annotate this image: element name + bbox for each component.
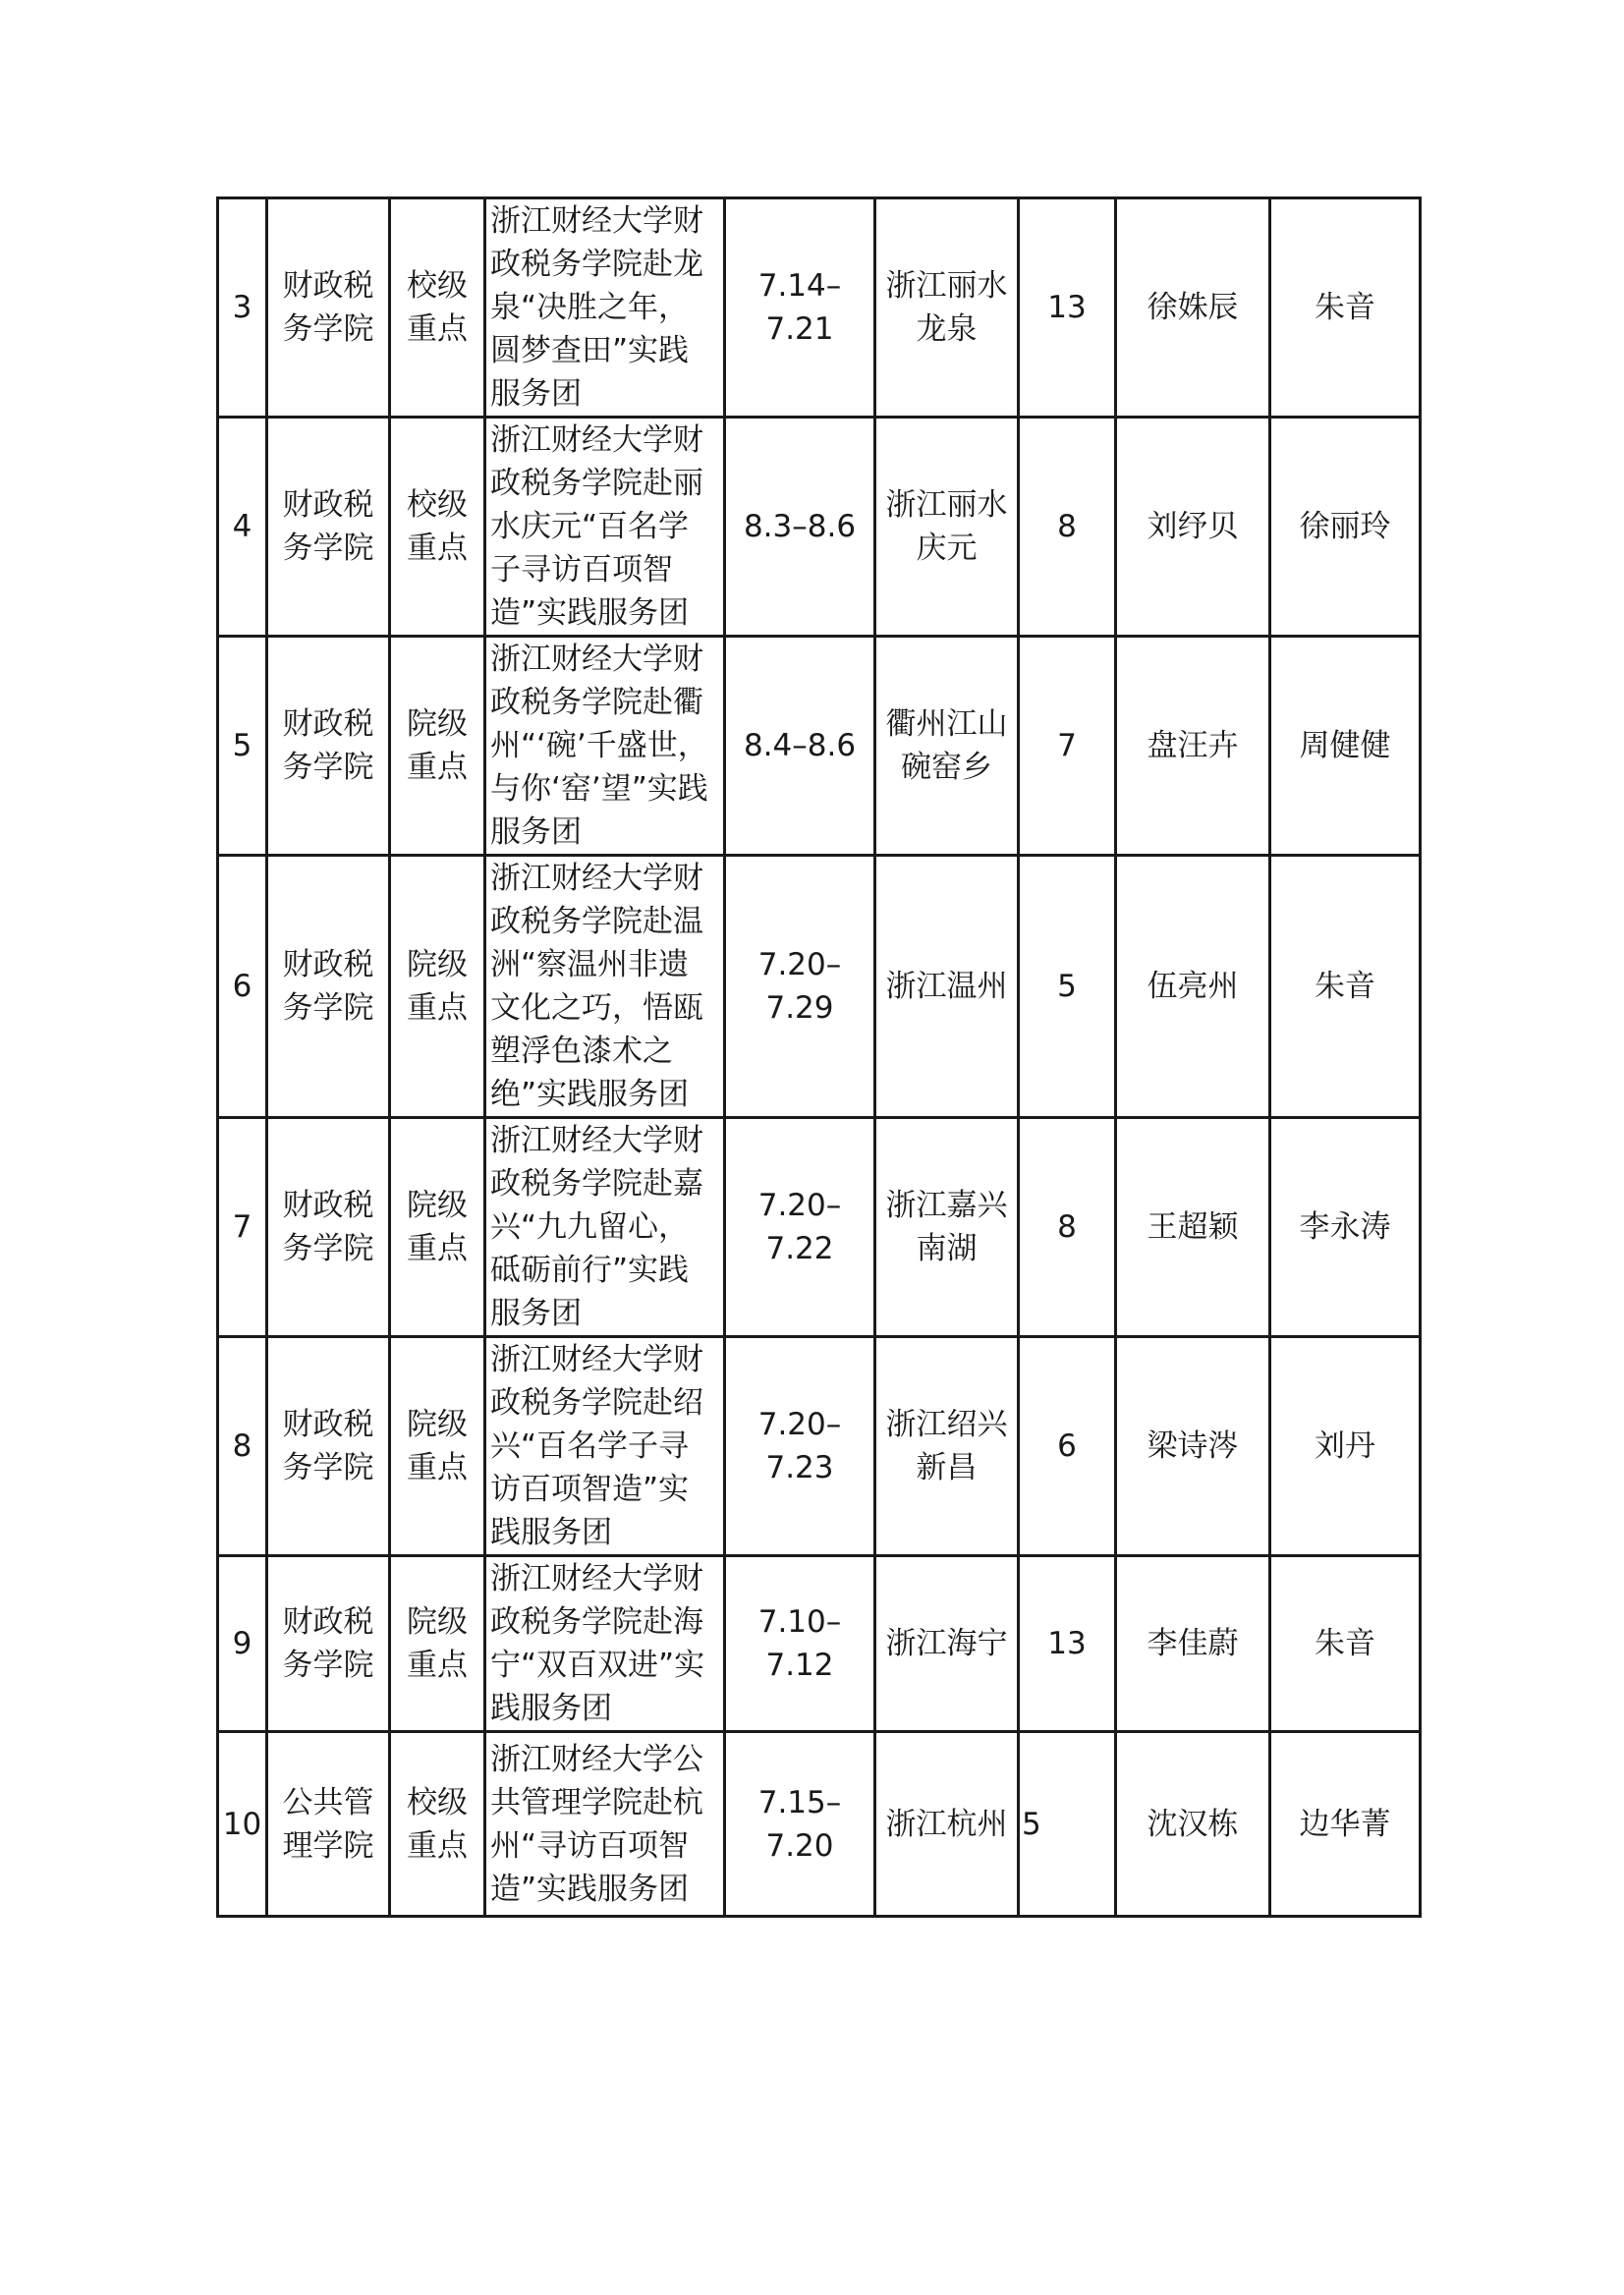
row-number-cell: 6: [218, 856, 267, 1118]
row-number-cell: 8: [218, 1337, 267, 1556]
table-row: [218, 1118, 1421, 1337]
leader-cell: 李佳蔚: [1116, 1556, 1270, 1732]
leader-cell: 伍亮州: [1116, 856, 1270, 1118]
leader-cell: 沈汉栋: [1116, 1732, 1270, 1917]
dates-cell: 8.3–8.6: [725, 418, 875, 637]
dates-cell: 7.20–7.22: [725, 1118, 875, 1337]
row-number-cell: 3: [218, 198, 267, 418]
dates-cell: 7.20–7.29: [725, 856, 875, 1118]
advisor-cell: 朱音: [1270, 198, 1421, 418]
row-number-cell: 7: [218, 1118, 267, 1337]
leader-cell: 刘纾贝: [1116, 418, 1270, 637]
team-title-cell: 浙江财经大学财 政税务学院赴绍 兴“百名学子寻 访百项智造”实 践服务团: [485, 1337, 725, 1556]
table-body: [218, 198, 1421, 1917]
table-row: [218, 418, 1421, 637]
level-cell: 校级 重点: [390, 198, 485, 418]
level-cell: 院级 重点: [390, 1556, 485, 1732]
location-cell: 浙江绍兴 新昌: [875, 1337, 1019, 1556]
leader-cell: 梁诗涔: [1116, 1337, 1270, 1556]
dates-cell: 8.4–8.6: [725, 637, 875, 856]
people-count-cell: 13: [1019, 198, 1116, 418]
dates-cell: 7.20–7.23: [725, 1337, 875, 1556]
leader-cell: 徐姝辰: [1116, 198, 1270, 418]
team-title-cell: 浙江财经大学财 政税务学院赴龙 泉“决胜之年， 圆梦查田”实践 服务团: [485, 198, 725, 418]
team-title-cell: 浙江财经大学财 政税务学院赴嘉 兴“九九留心， 砥砺前行”实践 服务团: [485, 1118, 725, 1337]
table-row: [218, 1337, 1421, 1556]
team-title-cell: 浙江财经大学财 政税务学院赴温 洲“察温州非遗 文化之巧，悟瓯 塑浮色漆术之 绝”实践服务团: [485, 856, 725, 1118]
people-count-cell: 7: [1019, 637, 1116, 856]
advisor-cell: 李永涛: [1270, 1118, 1421, 1337]
advisor-cell: 周健健: [1270, 637, 1421, 856]
advisor-cell: 朱音: [1270, 1556, 1421, 1732]
college-cell: 公共管 理学院: [267, 1732, 390, 1917]
college-cell: 财政税 务学院: [267, 1556, 390, 1732]
people-count-cell: 8: [1019, 418, 1116, 637]
location-cell: 浙江海宁: [875, 1556, 1019, 1732]
location-cell: 衢州江山 碗窑乡: [875, 637, 1019, 856]
table-row: [218, 1556, 1421, 1732]
college-cell: 财政税 务学院: [267, 1337, 390, 1556]
college-cell: 财政税 务学院: [267, 418, 390, 637]
table-row: [218, 198, 1421, 418]
level-cell: 校级 重点: [390, 418, 485, 637]
college-cell: 财政税 务学院: [267, 637, 390, 856]
leader-cell: 盘汪卉: [1116, 637, 1270, 856]
location-cell: 浙江嘉兴 南湖: [875, 1118, 1019, 1337]
table-row: [218, 1732, 1421, 1917]
team-title-cell: 浙江财经大学财 政税务学院赴海 宁“双百双进”实 践服务团: [485, 1556, 725, 1732]
advisor-cell: 刘丹: [1270, 1337, 1421, 1556]
advisor-cell: 朱音: [1270, 856, 1421, 1118]
people-count-cell: 13: [1019, 1556, 1116, 1732]
location-cell: 浙江温州: [875, 856, 1019, 1118]
people-count-cell: 6: [1019, 1337, 1116, 1556]
people-count-cell: 5: [1019, 1732, 1116, 1917]
level-cell: 院级 重点: [390, 856, 485, 1118]
team-title-cell: 浙江财经大学财 政税务学院赴衢 州“‘碗’千盛世， 与你‘窑’望”实践 服务团: [485, 637, 725, 856]
table-row: [218, 637, 1421, 856]
leader-cell: 王超颖: [1116, 1118, 1270, 1337]
level-cell: 院级 重点: [390, 637, 485, 856]
location-cell: 浙江丽水 龙泉: [875, 198, 1019, 418]
location-cell: 浙江杭州: [875, 1732, 1019, 1917]
people-count-cell: 8: [1019, 1118, 1116, 1337]
row-number-cell: 4: [218, 418, 267, 637]
dates-cell: 7.14–7.21: [725, 198, 875, 418]
location-cell: 浙江丽水 庆元: [875, 418, 1019, 637]
row-number-cell: 5: [218, 637, 267, 856]
level-cell: 校级 重点: [390, 1732, 485, 1917]
people-count-cell: 5: [1019, 856, 1116, 1118]
team-title-cell: 浙江财经大学公 共管理学院赴杭 州“寻访百项智 造”实践服务团: [485, 1732, 725, 1917]
dates-cell: 7.15–7.20: [725, 1732, 875, 1917]
row-number-cell: 9: [218, 1556, 267, 1732]
dates-cell: 7.10–7.12: [725, 1556, 875, 1732]
team-title-cell: 浙江财经大学财 政税务学院赴丽 水庆元“百名学 子寻访百项智 造”实践服务团: [485, 418, 725, 637]
college-cell: 财政税 务学院: [267, 198, 390, 418]
row-number-cell: 10: [218, 1732, 267, 1917]
table-row: [218, 856, 1421, 1118]
advisor-cell: 边华菁: [1270, 1732, 1421, 1917]
level-cell: 院级 重点: [390, 1118, 485, 1337]
college-cell: 财政税 务学院: [267, 856, 390, 1118]
advisor-cell: 徐丽玲: [1270, 418, 1421, 637]
practice-team-table: [216, 196, 1422, 1918]
level-cell: 院级 重点: [390, 1337, 485, 1556]
college-cell: 财政税 务学院: [267, 1118, 390, 1337]
